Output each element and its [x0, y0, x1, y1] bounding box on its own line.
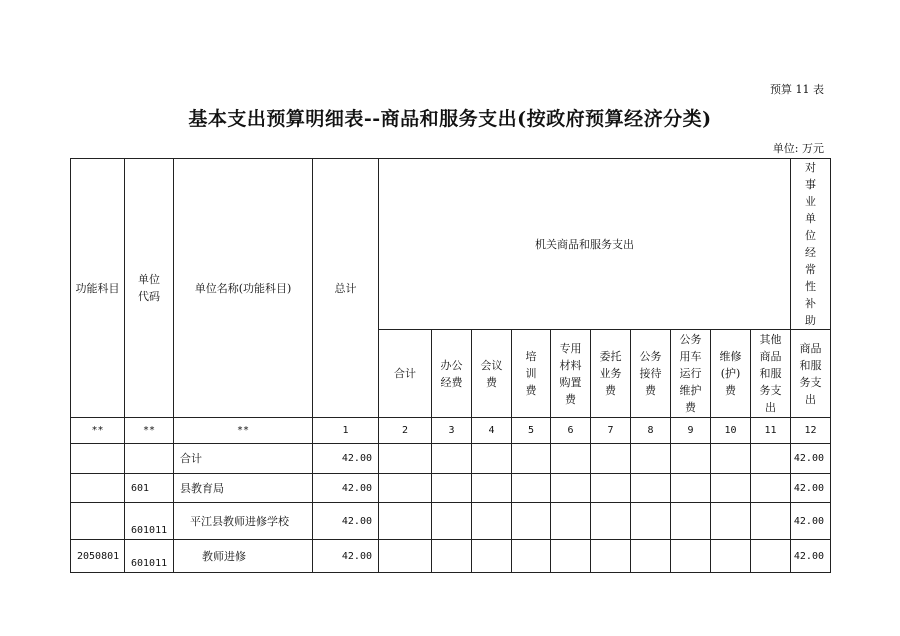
header-col-5: 专用材料购置费: [551, 330, 591, 418]
header-col-6: 委托业务费: [591, 330, 631, 418]
header-col-4: 培训费: [512, 330, 551, 418]
unit-label: 单位: 万元: [772, 142, 824, 155]
index-num: 4: [472, 418, 512, 444]
row-name: 教师进修: [174, 540, 313, 573]
header-col-3: 会议费: [472, 330, 512, 418]
row-total: 42.00: [313, 474, 379, 503]
index-row: [71, 418, 831, 444]
index-num: 5: [512, 418, 551, 444]
header-col-7: 公务接待费: [631, 330, 671, 418]
header-group-main: 机关商品和服务支出: [379, 159, 791, 330]
header-col-9: 维修(护)费: [711, 330, 751, 418]
page-title: 基本支出预算明细表--商品和服务支出(按政府预算经济分类): [188, 108, 712, 130]
row-func-code: 2050801: [71, 540, 125, 573]
index-num: 11: [751, 418, 791, 444]
row-name: 合计: [174, 444, 313, 474]
index-num: 2: [379, 418, 432, 444]
header-total: 总计: [313, 159, 379, 418]
index-num: 8: [631, 418, 671, 444]
index-num: 6: [551, 418, 591, 444]
row-subsidy: 42.00: [791, 474, 831, 503]
header-col-11: 商品和服务支出: [791, 330, 831, 418]
row-code: 601011: [125, 503, 174, 540]
header-unit-code: 单位代码: [125, 159, 174, 418]
index-mark: **: [71, 418, 125, 444]
row-subsidy: 42.00: [791, 503, 831, 540]
form-number: 预算 11 表: [770, 83, 824, 96]
table-row: [71, 540, 831, 573]
index-mark: **: [125, 418, 174, 444]
row-subsidy: 42.00: [791, 540, 831, 573]
header-group-subsidy: 对事业单位经常性补助: [791, 159, 831, 330]
table-row: [71, 474, 831, 503]
table-row: [71, 444, 831, 474]
index-num: 10: [711, 418, 751, 444]
budget-table: [70, 158, 831, 573]
row-code: 601: [125, 474, 174, 503]
index-num: 7: [591, 418, 631, 444]
header-col-8: 公务用车运行维护费: [671, 330, 711, 418]
index-num: 3: [432, 418, 472, 444]
row-total: 42.00: [313, 540, 379, 573]
index-num: 1: [313, 418, 379, 444]
header-col-10: 其他商品和服务支出: [751, 330, 791, 418]
row-code: 601011: [125, 540, 174, 573]
table-row: [71, 503, 831, 540]
header-unit-name: 单位名称(功能科目): [174, 159, 313, 418]
index-num: 9: [671, 418, 711, 444]
row-total: 42.00: [313, 444, 379, 474]
row-name: 平江县教师进修学校: [174, 503, 313, 540]
index-num: 12: [791, 418, 831, 444]
row-total: 42.00: [313, 503, 379, 540]
index-mark: **: [174, 418, 313, 444]
header-func-subject: 功能科目: [71, 159, 125, 418]
header-col-2: 办公经费: [432, 330, 472, 418]
header-col-1: 合计: [379, 330, 432, 418]
row-name: 县教育局: [174, 474, 313, 503]
row-subsidy: 42.00: [791, 444, 831, 474]
